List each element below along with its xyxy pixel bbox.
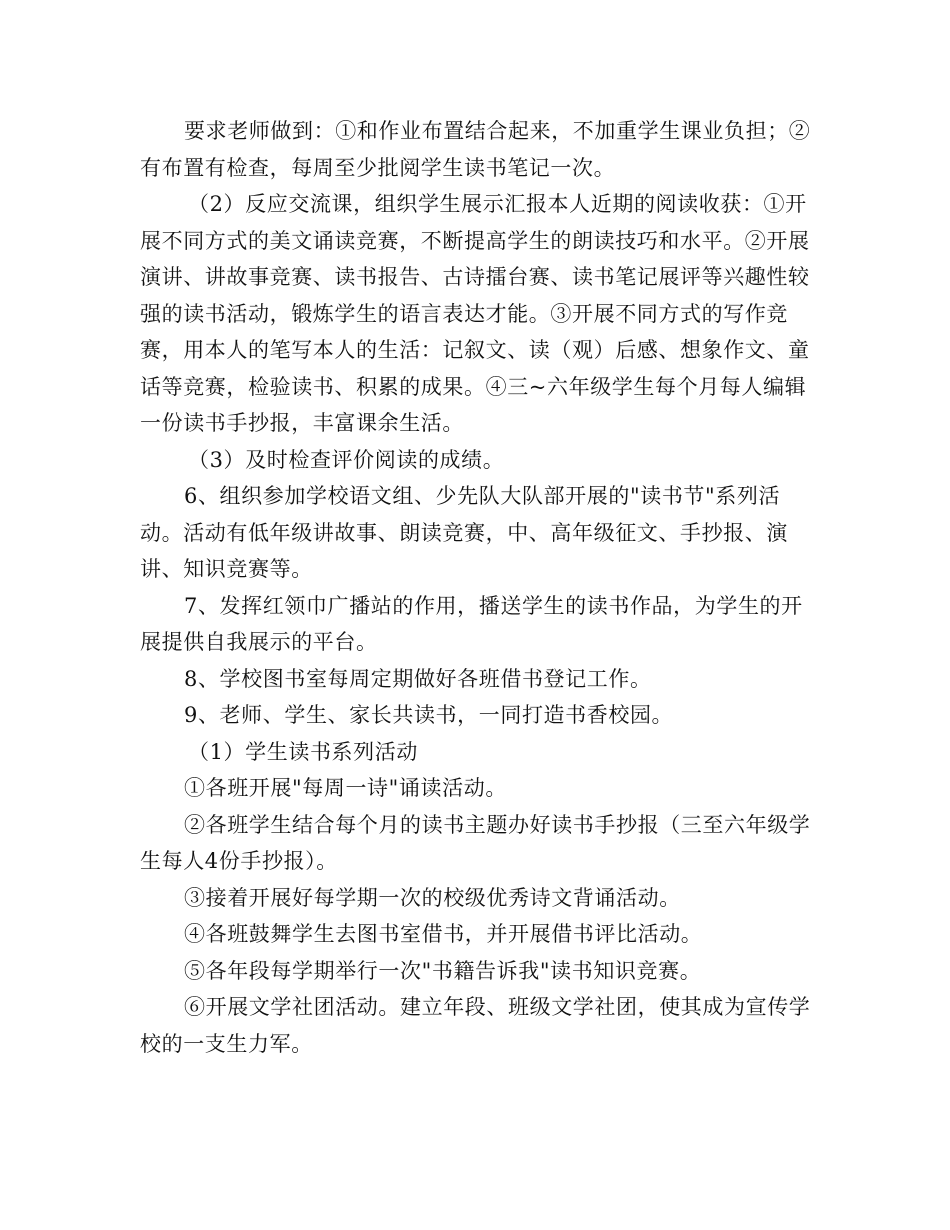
paragraph-activity-2: ②各班学生结合每个月的读书主题办好读书手抄报（三至六年级学生每人4份手抄报）。 [140, 812, 811, 873]
paragraph-exchange-class: （2）反应交流课，组织学生展示汇报本人近期的阅读收获：①开展不同方式的美文诵读竞赛，不断提高学生的朗读技巧和水平。②开展演讲、讲故事竞赛、读书报告、古诗擂台赛、读书笔记展评等兴趣性较强的读书活动，锻炼学生的语言表达才能。③开展不同方式的写作竞赛，用本人的笔写本人的生活：记叙文、读（观）后感、想象作文、童话等竞赛，检验读书、积累的成果。④三~六年级学生每个月每人编辑一份读书手抄报，丰富课余生活。 [140, 192, 810, 435]
paragraph-activity-4: ④各班鼓舞学生去图书室借书，并开展借书评比活动。 [184, 922, 703, 946]
paragraph-item-7: 7、发挥红领巾广播站的作用，播送学生的读书作品，为学生的开展提供自我展示的平台。 [140, 593, 803, 654]
paragraph-activity-6: ⑥开展文学社团活动。建立年段、班级文学社团，使其成为宣传学校的一支生力军。 [140, 995, 811, 1056]
paragraph-item-9: 9、老师、学生、家长共读书，一同打造书香校园。 [184, 703, 674, 727]
paragraph-item-8: 8、学校图书室每周定期做好各班借书登记工作。 [184, 666, 652, 691]
paragraph-item-6: 6、组织参加学校语文组、少先队大队部开展的"读书节"系列活动。活动有低年级讲故事、朗读竞赛，中、高年级征文、手抄报、演讲、知识竞赛等。 [140, 484, 788, 581]
paragraph-teacher-requirements: 要求老师做到：①和作业布置结合起来，不加重学生课业负担；②有布置有检查，每周至少批阅学生读书笔记一次。 [140, 119, 811, 180]
paragraph-activity-1: ①各班开展"每周一诗"诵读活动。 [184, 776, 507, 800]
paragraph-check-evaluate: （3）及时检查评价阅读的成绩。 [188, 447, 505, 472]
paragraph-activity-3: ③接着开展好每学期一次的校级优秀诗文背诵活动。 [184, 885, 681, 910]
paragraph-student-activities-heading: （1）学生读书系列活动 [188, 739, 418, 764]
document-body [140, 113, 820, 1062]
paragraph-activity-5: ⑤各年段每学期举行一次"书籍告诉我"读书知识竞赛。 [184, 958, 702, 983]
